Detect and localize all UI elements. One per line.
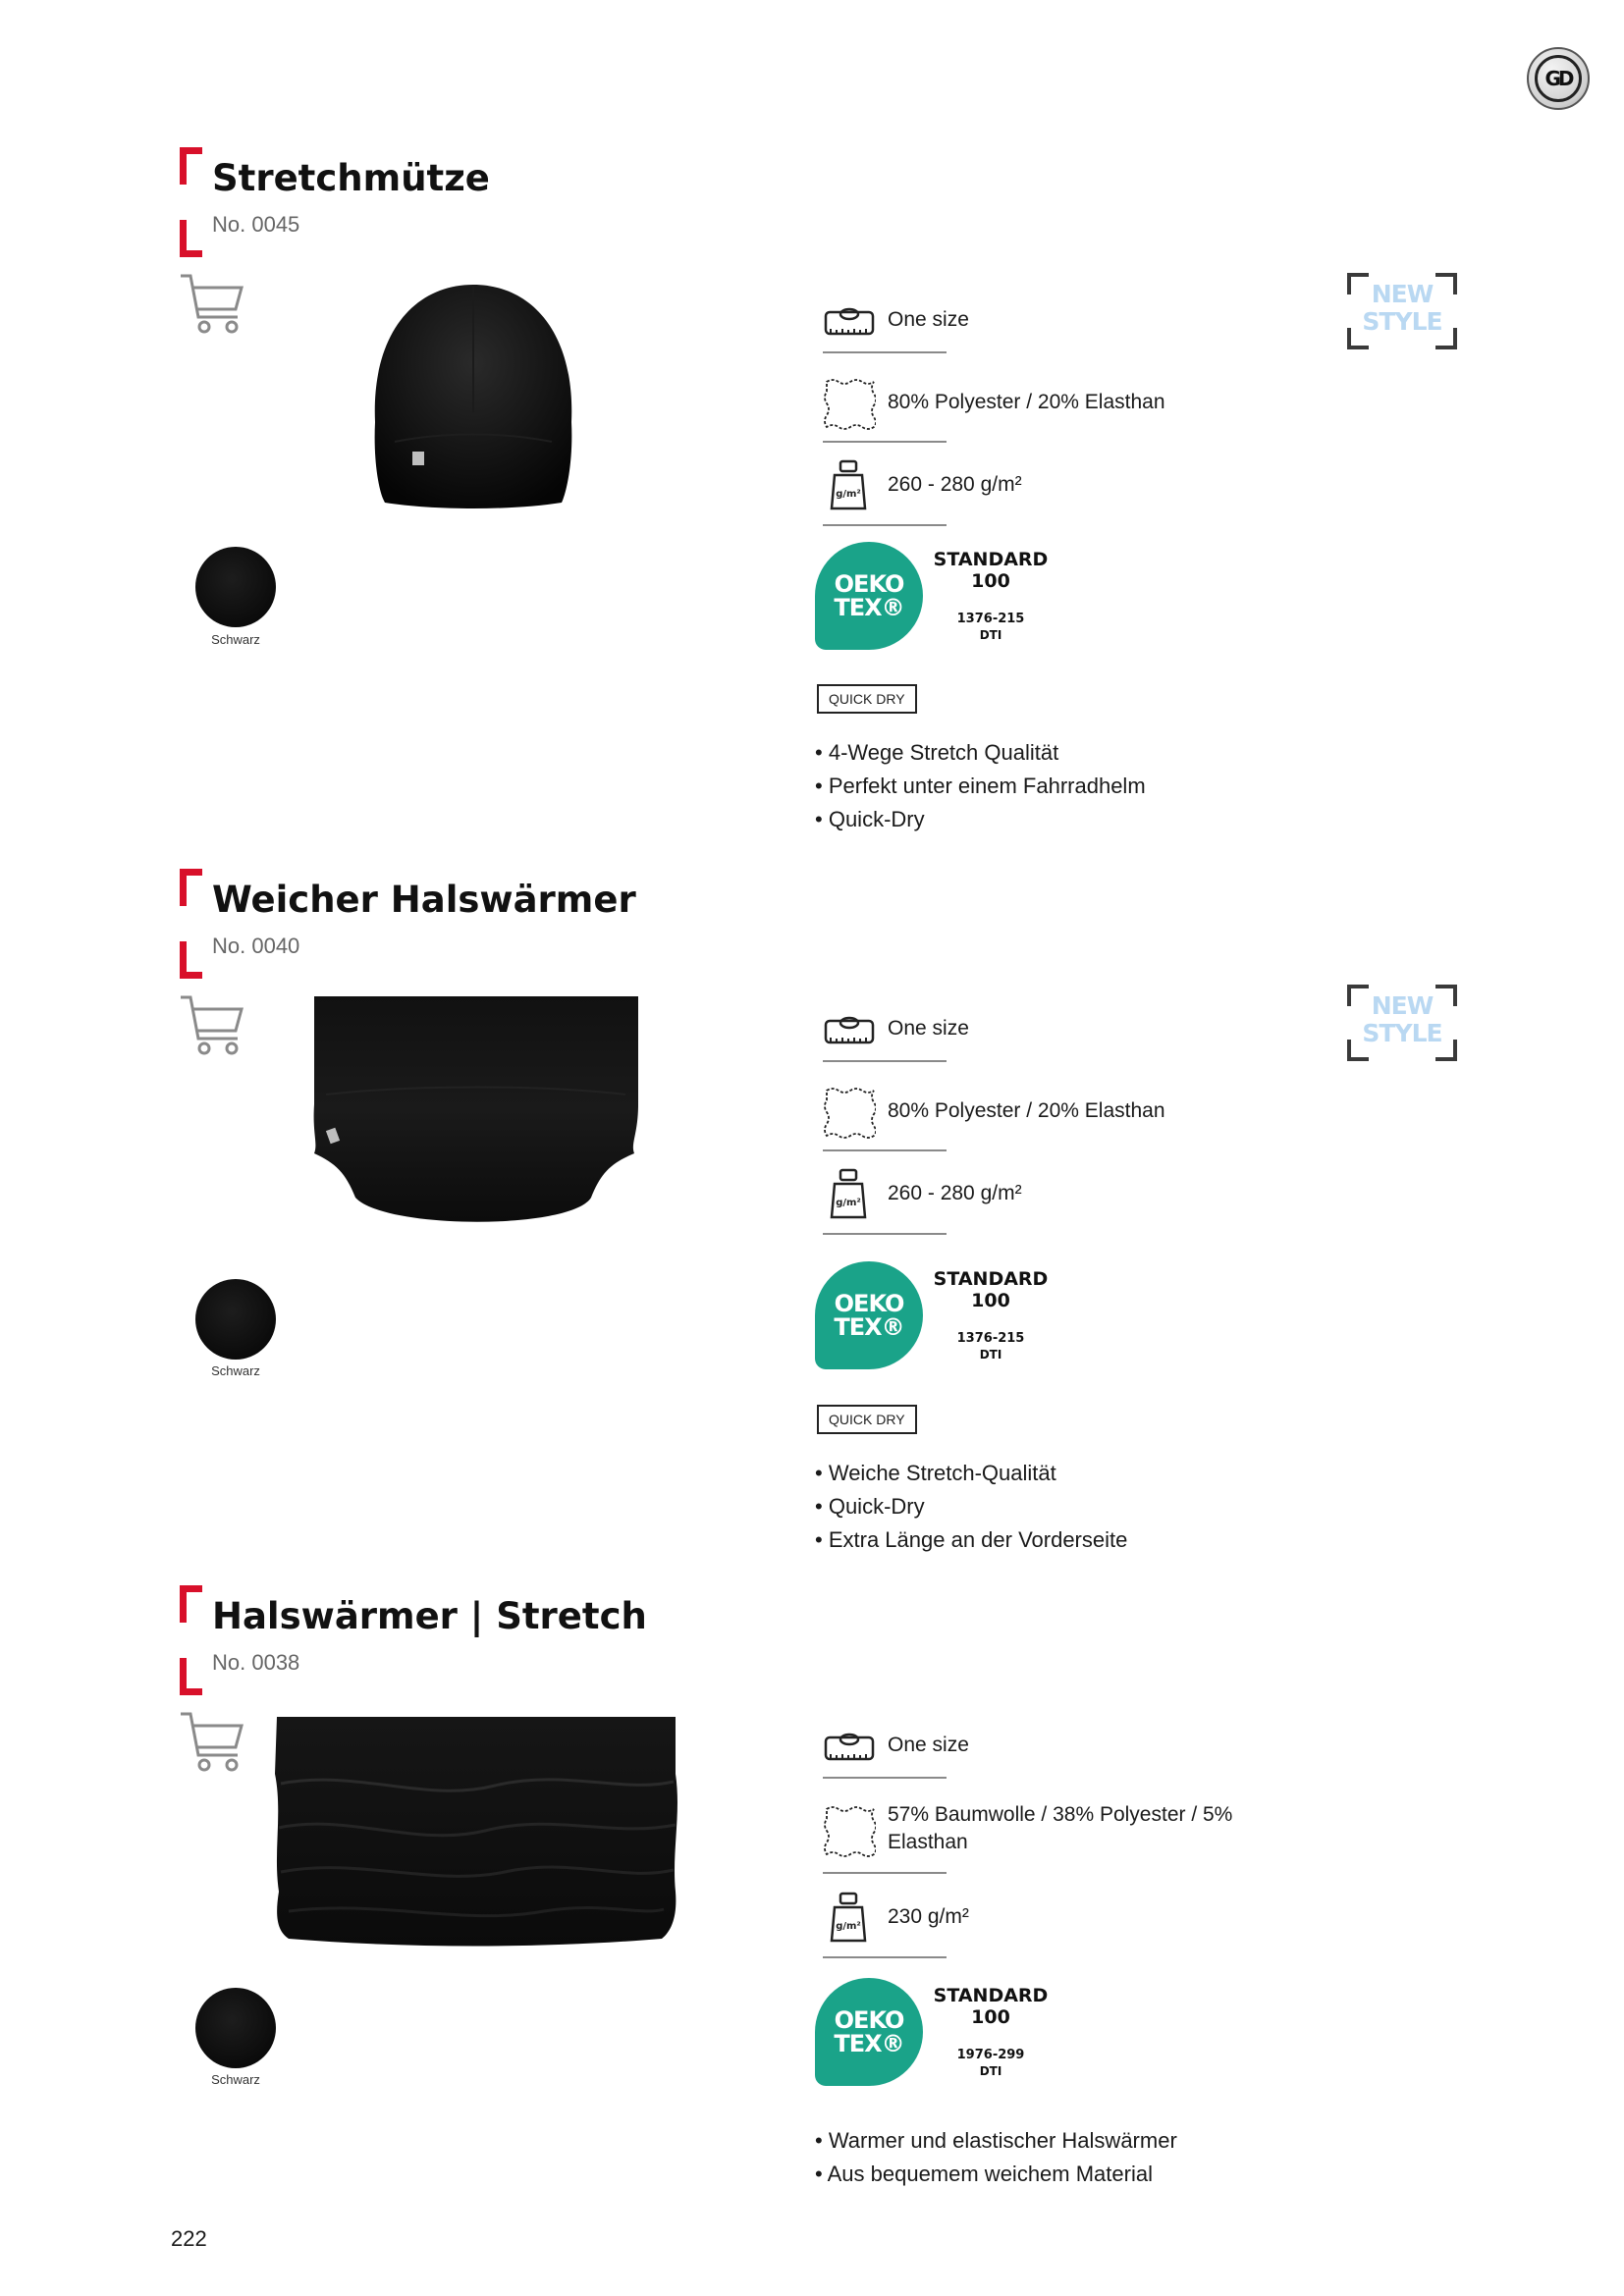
oeko-standard-word: STANDARD: [933, 1268, 1049, 1290]
new-style-badge: [1347, 985, 1457, 1061]
measuring-tape-icon: [823, 1728, 876, 1767]
oeko-tex-logo: [815, 542, 923, 650]
oeko-standard-number: 100: [971, 1290, 1010, 1311]
feature-item: • 4-Wege Stretch Qualität: [815, 736, 1146, 770]
feature-item: • Aus bequemem weichem Material: [815, 2158, 1177, 2191]
title-bracket-bottom: [180, 941, 202, 979]
spec-material: 80% Polyester / 20% Elasthan: [888, 1099, 1165, 1122]
shopping-cart-icon[interactable]: [179, 993, 245, 1058]
svg-text:g/m²: g/m²: [836, 1198, 861, 1208]
color-swatch-label: Schwarz: [211, 2072, 260, 2087]
shopping-cart-icon[interactable]: [179, 272, 245, 337]
product-number: No. 0040: [212, 934, 300, 958]
product-number: No. 0045: [212, 212, 300, 237]
shopping-cart-icon[interactable]: [179, 1710, 245, 1775]
product-title: Weicher Halswärmer: [212, 879, 636, 921]
title-bracket-top: [180, 1585, 202, 1623]
color-swatch-label: Schwarz: [211, 1363, 260, 1378]
title-bracket-top: [180, 147, 202, 185]
new-style-badge: [1347, 273, 1457, 349]
spec-material: [888, 1801, 1232, 1856]
measuring-tape-icon: [823, 302, 876, 342]
tex-word: TEX®: [834, 2030, 904, 2057]
spec-material-row: [823, 1803, 1233, 1888]
oeko-cert-number: 1976-299: [956, 2048, 1025, 2062]
oeko-word: OEKO: [834, 1290, 904, 1317]
spec-divider: [823, 441, 947, 443]
feature-list: [815, 1457, 1127, 1557]
measuring-tape-icon: [823, 1011, 876, 1050]
spec-divider: [823, 1233, 947, 1235]
product-weicher-halswaermer: [0, 869, 1624, 1556]
oeko-standard-number: 100: [971, 570, 1010, 592]
neck-gaiter-image: [269, 1715, 681, 1950]
color-swatch[interactable]: [195, 547, 276, 627]
spec-weight: 260 - 280 g/m²: [888, 473, 1022, 496]
feature-item: • Quick-Dry: [815, 1490, 1127, 1523]
tex-word: TEX®: [834, 1313, 904, 1341]
product-number: No. 0038: [212, 1650, 300, 1675]
spec-divider: [823, 351, 947, 353]
title-bracket-top: [180, 869, 202, 906]
spec-size: One size: [888, 308, 969, 331]
spec-weight-row: [823, 459, 1022, 544]
weight-icon: [829, 1168, 868, 1221]
oeko-standard-word: STANDARD: [933, 549, 1049, 570]
feature-item: • Extra Länge an der Vorderseite: [815, 1523, 1127, 1557]
spec-material: 80% Polyester / 20% Elasthan: [888, 391, 1165, 413]
oeko-word: OEKO: [834, 570, 904, 598]
product-halswaermer-stretch: [0, 1585, 1624, 2272]
feature-list: [815, 736, 1146, 836]
oeko-standard-word: STANDARD: [933, 1985, 1049, 2006]
oeko-word: OEKO: [834, 2006, 904, 2034]
svg-text:g/m²: g/m²: [836, 489, 861, 500]
fabric-icon: [823, 1087, 876, 1140]
spec-material-line: 57% Baumwolle / 38% Polyester / 5%: [888, 1803, 1233, 1826]
spec-size: One size: [888, 1734, 969, 1756]
spec-divider: [823, 1149, 947, 1151]
svg-text:g/m²: g/m²: [836, 1921, 861, 1932]
oeko-standard-number: 100: [971, 2006, 1010, 2028]
new-style-text: NEW STYLE: [1362, 991, 1442, 1047]
spec-size-row: [823, 1728, 969, 1812]
spec-weight: 260 - 280 g/m²: [888, 1182, 1022, 1204]
spec-size-row: [823, 302, 969, 387]
title-bracket-bottom: [180, 220, 202, 257]
color-swatch[interactable]: [195, 1988, 276, 2068]
weight-icon: [829, 1892, 868, 1945]
product-stretchmuetze: [0, 147, 1624, 834]
product-title: Stretchmütze: [212, 157, 490, 199]
oeko-standard-label: [927, 1268, 1055, 1362]
feature-list: [815, 2124, 1177, 2191]
oeko-cert-number: 1376-215: [956, 1331, 1025, 1346]
spec-size-row: [823, 1011, 969, 1095]
feature-item: • Quick-Dry: [815, 803, 1146, 836]
new-style-text: NEW STYLE: [1362, 280, 1442, 336]
neck-warmer-image: [306, 996, 645, 1232]
beanie-image: [365, 275, 581, 510]
fabric-icon: [823, 1805, 876, 1858]
feature-item: • Warmer und elastischer Halswärmer: [815, 2124, 1177, 2158]
tex-word: TEX®: [834, 594, 904, 621]
spec-material-line: Elasthan: [888, 1831, 968, 1853]
oeko-standard-label: [927, 1985, 1055, 2078]
product-title: Halswärmer | Stretch: [212, 1595, 647, 1637]
spec-size: One size: [888, 1017, 969, 1040]
spec-material-row: [823, 378, 1165, 462]
oeko-institute: DTI: [979, 628, 1002, 642]
weight-icon: [829, 459, 868, 512]
oeko-tex-logo: [815, 1261, 923, 1369]
spec-divider: [823, 1060, 947, 1062]
feature-item: • Perfekt unter einem Fahrradhelm: [815, 770, 1146, 803]
oeko-institute: DTI: [979, 2064, 1002, 2078]
spec-divider: [823, 1872, 947, 1874]
brand-logo: [1527, 47, 1590, 110]
brand-logo-mark: GD: [1535, 55, 1582, 102]
fabric-icon: [823, 378, 876, 431]
spec-weight-row: [823, 1168, 1022, 1253]
quick-dry-badge: QUICK DRY: [817, 1405, 917, 1434]
spec-weight: 230 g/m²: [888, 1905, 969, 1928]
spec-divider: [823, 524, 947, 526]
spec-weight-row: [823, 1892, 969, 1976]
spec-material-row: [823, 1087, 1165, 1171]
color-swatch[interactable]: [195, 1279, 276, 1360]
title-bracket-bottom: [180, 1658, 202, 1695]
oeko-standard-label: [927, 549, 1055, 642]
quick-dry-badge: QUICK DRY: [817, 684, 917, 714]
oeko-cert-number: 1376-215: [956, 612, 1025, 626]
spec-divider: [823, 1777, 947, 1779]
color-swatch-label: Schwarz: [211, 632, 260, 647]
oeko-institute: DTI: [979, 1348, 1002, 1362]
spec-divider: [823, 1956, 947, 1958]
oeko-tex-logo: [815, 1978, 923, 2086]
page-number: 222: [171, 2226, 207, 2251]
feature-item: • Weiche Stretch-Qualität: [815, 1457, 1127, 1490]
